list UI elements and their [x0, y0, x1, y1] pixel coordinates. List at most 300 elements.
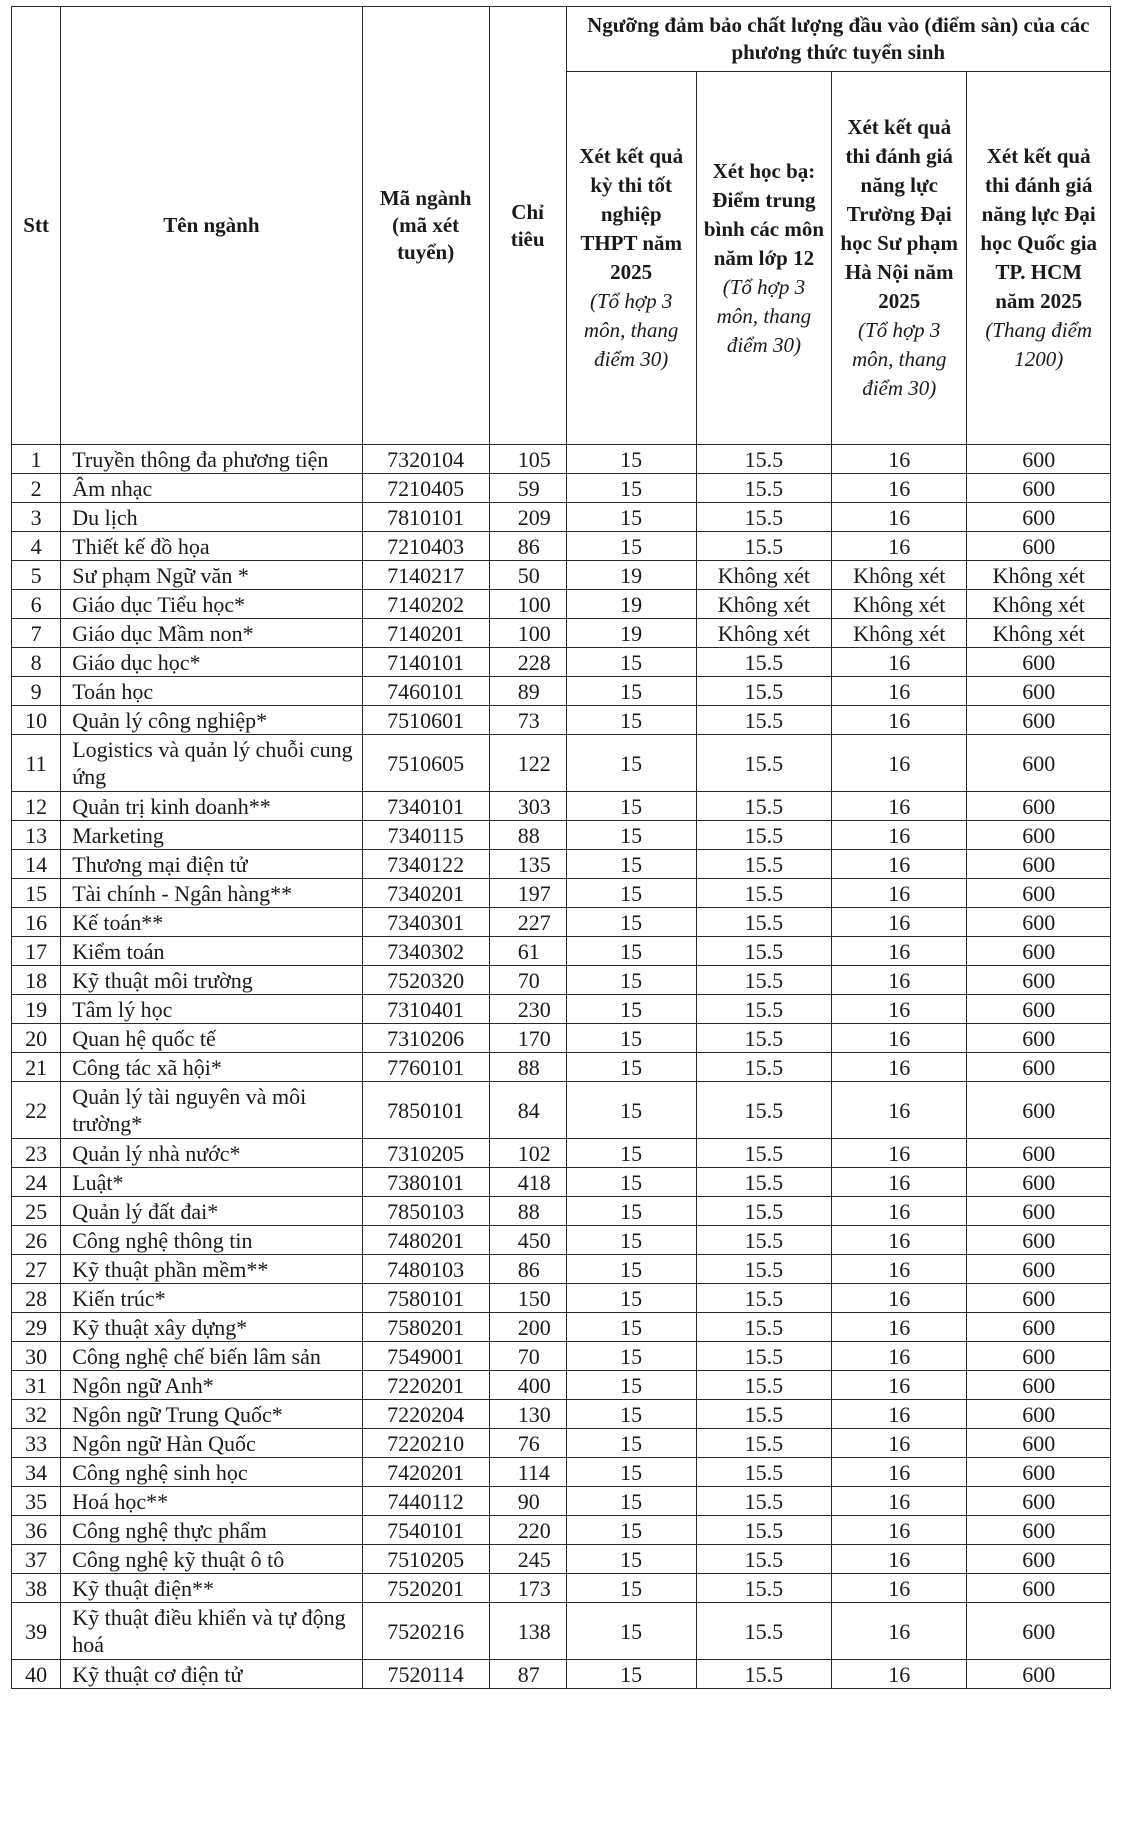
cell-vnuhcm-threshold: 600 [967, 532, 1111, 561]
cell-stt: 38 [12, 1574, 61, 1603]
cell-major-name: Truyền thông đa phương tiện [61, 445, 362, 474]
table-row [12, 561, 1111, 590]
cell-transcript-threshold: 15.5 [696, 966, 831, 995]
method-title: Xét học bạ: Điểm trung bình các môn năm lớp 12 [703, 158, 825, 270]
cell-thpt-threshold: 15 [566, 1082, 696, 1139]
cell-major-code: 7760101 [362, 1053, 489, 1082]
cell-vnuhcm-threshold: 600 [967, 1400, 1111, 1429]
cell-transcript-threshold: 15.5 [696, 1342, 831, 1371]
cell-transcript-threshold: Không xét [696, 619, 831, 648]
cell-stt: 28 [12, 1284, 61, 1313]
table-row [12, 1082, 1111, 1139]
cell-major-code: 7549001 [362, 1342, 489, 1371]
cell-major-code: 7340115 [362, 821, 489, 850]
cell-transcript-threshold: 15.5 [696, 1197, 831, 1226]
cell-quota: 303 [489, 792, 566, 821]
cell-major-code: 7510601 [362, 706, 489, 735]
cell-quota: 84 [489, 1082, 566, 1139]
cell-hnue-threshold: 16 [832, 937, 967, 966]
cell-hnue-threshold: Không xét [832, 590, 967, 619]
cell-hnue-threshold: 16 [832, 1371, 967, 1400]
cell-vnuhcm-threshold: 600 [967, 995, 1111, 1024]
cell-quota: 89 [489, 677, 566, 706]
cell-hnue-threshold: 16 [832, 677, 967, 706]
cell-major-code: 7140201 [362, 619, 489, 648]
cell-hnue-threshold: 16 [832, 474, 967, 503]
cell-major-name: Thương mại điện tử [61, 850, 362, 879]
table-row [12, 1487, 1111, 1516]
cell-major-code: 7440112 [362, 1487, 489, 1516]
cell-thpt-threshold: 15 [566, 474, 696, 503]
cell-major-name: Kiểm toán [61, 937, 362, 966]
cell-major-name: Quản lý đất đai* [61, 1197, 362, 1226]
cell-hnue-threshold: 16 [832, 1660, 967, 1689]
cell-transcript-threshold: 15.5 [696, 821, 831, 850]
cell-quota: 228 [489, 648, 566, 677]
cell-major-name: Kỹ thuật môi trường [61, 966, 362, 995]
cell-quota: 400 [489, 1371, 566, 1400]
cell-major-name: Công nghệ kỹ thuật ô tô [61, 1545, 362, 1574]
table-row [12, 995, 1111, 1024]
method-note: (Tổ hợp 3 môn, thang điểm 30) [716, 274, 812, 357]
admission-threshold-sheet [11, 6, 1111, 1689]
table-row [12, 1024, 1111, 1053]
table-row [12, 1371, 1111, 1400]
cell-stt: 29 [12, 1313, 61, 1342]
cell-vnuhcm-threshold: 600 [967, 503, 1111, 532]
cell-major-code: 7540101 [362, 1516, 489, 1545]
table-row [12, 1313, 1111, 1342]
cell-quota: 130 [489, 1400, 566, 1429]
cell-thpt-threshold: 15 [566, 966, 696, 995]
cell-hnue-threshold: 16 [832, 445, 967, 474]
cell-major-name: Kỹ thuật phần mềm** [61, 1255, 362, 1284]
cell-major-name: Âm nhạc [61, 474, 362, 503]
cell-major-name: Công nghệ thực phẩm [61, 1516, 362, 1545]
cell-stt: 39 [12, 1603, 61, 1660]
cell-major-code: 7520114 [362, 1660, 489, 1689]
cell-thpt-threshold: 15 [566, 1545, 696, 1574]
cell-stt: 13 [12, 821, 61, 850]
cell-quota: 59 [489, 474, 566, 503]
cell-major-name: Tâm lý học [61, 995, 362, 1024]
cell-stt: 12 [12, 792, 61, 821]
cell-quota: 50 [489, 561, 566, 590]
cell-vnuhcm-threshold: 600 [967, 937, 1111, 966]
cell-stt: 18 [12, 966, 61, 995]
cell-major-code: 7340201 [362, 879, 489, 908]
cell-vnuhcm-threshold: 600 [967, 445, 1111, 474]
cell-stt: 20 [12, 1024, 61, 1053]
cell-stt: 19 [12, 995, 61, 1024]
cell-vnuhcm-threshold: 600 [967, 1429, 1111, 1458]
cell-hnue-threshold: 16 [832, 1313, 967, 1342]
cell-quota: 90 [489, 1487, 566, 1516]
cell-thpt-threshold: 15 [566, 1255, 696, 1284]
cell-vnuhcm-threshold: 600 [967, 1168, 1111, 1197]
cell-hnue-threshold: 16 [832, 1342, 967, 1371]
cell-vnuhcm-threshold: 600 [967, 1545, 1111, 1574]
cell-stt: 36 [12, 1516, 61, 1545]
cell-major-code: 7480201 [362, 1226, 489, 1255]
cell-stt: 32 [12, 1400, 61, 1429]
cell-thpt-threshold: 15 [566, 879, 696, 908]
cell-vnuhcm-threshold: Không xét [967, 590, 1111, 619]
cell-transcript-threshold: 15.5 [696, 1024, 831, 1053]
table-body [12, 445, 1111, 1689]
cell-transcript-threshold: 15.5 [696, 908, 831, 937]
cell-vnuhcm-threshold: 600 [967, 1574, 1111, 1603]
method-note: (Tổ hợp 3 môn, thang điểm 30) [851, 318, 947, 400]
cell-vnuhcm-threshold: 600 [967, 1342, 1111, 1371]
cell-major-name: Quản lý tài nguyên và môi trường* [61, 1082, 362, 1139]
cell-thpt-threshold: 15 [566, 821, 696, 850]
cell-quota: 88 [489, 1197, 566, 1226]
cell-hnue-threshold: Không xét [832, 561, 967, 590]
cell-quota: 100 [489, 590, 566, 619]
cell-major-code: 7220204 [362, 1400, 489, 1429]
header-major-code: Mã ngành (mã xét tuyển) [362, 7, 489, 445]
cell-quota: 135 [489, 850, 566, 879]
cell-thpt-threshold: 15 [566, 1024, 696, 1053]
table-row [12, 648, 1111, 677]
cell-hnue-threshold: 16 [832, 1400, 967, 1429]
table-row [12, 445, 1111, 474]
cell-major-code: 7140101 [362, 648, 489, 677]
cell-major-code: 7310401 [362, 995, 489, 1024]
cell-major-name: Luật* [61, 1168, 362, 1197]
cell-vnuhcm-threshold: 600 [967, 677, 1111, 706]
cell-major-code: 7460101 [362, 677, 489, 706]
cell-major-code: 7340302 [362, 937, 489, 966]
cell-thpt-threshold: 15 [566, 1053, 696, 1082]
cell-transcript-threshold: 15.5 [696, 1313, 831, 1342]
table-row [12, 1574, 1111, 1603]
cell-major-code: 7340101 [362, 792, 489, 821]
cell-vnuhcm-threshold: 600 [967, 1313, 1111, 1342]
table-row [12, 1139, 1111, 1168]
method-title: Xét kết quả kỳ thi tốt nghiệp THPT năm 2025 [579, 144, 684, 284]
table-row [12, 937, 1111, 966]
cell-stt: 9 [12, 677, 61, 706]
cell-transcript-threshold: 15.5 [696, 1603, 831, 1660]
cell-thpt-threshold: 15 [566, 532, 696, 561]
cell-hnue-threshold: 16 [832, 995, 967, 1024]
cell-quota: 70 [489, 966, 566, 995]
cell-thpt-threshold: 15 [566, 735, 696, 792]
cell-transcript-threshold: 15.5 [696, 879, 831, 908]
cell-stt: 34 [12, 1458, 61, 1487]
table-row [12, 1255, 1111, 1284]
cell-stt: 27 [12, 1255, 61, 1284]
cell-stt: 24 [12, 1168, 61, 1197]
cell-stt: 37 [12, 1545, 61, 1574]
table-row [12, 619, 1111, 648]
table-row [12, 1400, 1111, 1429]
cell-thpt-threshold: 15 [566, 648, 696, 677]
cell-thpt-threshold: 15 [566, 1226, 696, 1255]
cell-thpt-threshold: 15 [566, 1371, 696, 1400]
cell-thpt-threshold: 15 [566, 1429, 696, 1458]
cell-major-name: Tài chính - Ngân hàng** [61, 879, 362, 908]
cell-hnue-threshold: 16 [832, 532, 967, 561]
table-row [12, 1226, 1111, 1255]
cell-vnuhcm-threshold: 600 [967, 1053, 1111, 1082]
cell-vnuhcm-threshold: 600 [967, 1197, 1111, 1226]
cell-transcript-threshold: 15.5 [696, 474, 831, 503]
cell-vnuhcm-threshold: 600 [967, 1226, 1111, 1255]
cell-major-code: 7580201 [362, 1313, 489, 1342]
cell-stt: 30 [12, 1342, 61, 1371]
cell-vnuhcm-threshold: 600 [967, 648, 1111, 677]
cell-major-name: Ngôn ngữ Anh* [61, 1371, 362, 1400]
header-method-transcript [696, 72, 831, 445]
cell-major-name: Marketing [61, 821, 362, 850]
cell-major-name: Quản lý công nghiệp* [61, 706, 362, 735]
cell-quota: 86 [489, 532, 566, 561]
method-title: Xét kết quả thi đánh giá năng lực Trường Đại học Sư phạm Hà Nội năm 2025 [840, 115, 959, 313]
table-row [12, 1545, 1111, 1574]
cell-stt: 23 [12, 1139, 61, 1168]
cell-thpt-threshold: 15 [566, 1516, 696, 1545]
cell-hnue-threshold: 16 [832, 1082, 967, 1139]
cell-thpt-threshold: 15 [566, 792, 696, 821]
cell-stt: 16 [12, 908, 61, 937]
cell-major-code: 7140217 [362, 561, 489, 590]
header-threshold-group: Ngưỡng đảm bảo chất lượng đầu vào (điểm sàn) của các phương thức tuyển sinh [566, 7, 1110, 72]
cell-quota: 230 [489, 995, 566, 1024]
table-row [12, 1660, 1111, 1689]
cell-hnue-threshold: 16 [832, 503, 967, 532]
cell-major-name: Du lịch [61, 503, 362, 532]
table-row [12, 879, 1111, 908]
table-row [12, 532, 1111, 561]
cell-transcript-threshold: 15.5 [696, 735, 831, 792]
cell-major-name: Kỹ thuật điều khiển và tự động hoá [61, 1603, 362, 1660]
cell-transcript-threshold: 15.5 [696, 532, 831, 561]
cell-hnue-threshold: 16 [832, 1516, 967, 1545]
cell-thpt-threshold: 15 [566, 908, 696, 937]
cell-quota: 220 [489, 1516, 566, 1545]
cell-quota: 200 [489, 1313, 566, 1342]
cell-hnue-threshold: 16 [832, 1574, 967, 1603]
cell-hnue-threshold: 16 [832, 1545, 967, 1574]
cell-vnuhcm-threshold: 600 [967, 1139, 1111, 1168]
cell-vnuhcm-threshold: 600 [967, 1487, 1111, 1516]
cell-transcript-threshold: 15.5 [696, 1226, 831, 1255]
cell-thpt-threshold: 15 [566, 1168, 696, 1197]
cell-transcript-threshold: 15.5 [696, 1516, 831, 1545]
method-title: Xét kết quả thi đánh giá năng lực Đại học Quốc gia TP. HCM năm 2025 [980, 144, 1098, 313]
cell-major-name: Quản lý nhà nước* [61, 1139, 362, 1168]
cell-stt: 22 [12, 1082, 61, 1139]
cell-transcript-threshold: 15.5 [696, 1168, 831, 1197]
table-row [12, 1516, 1111, 1545]
cell-transcript-threshold: 15.5 [696, 1400, 831, 1429]
table-row [12, 677, 1111, 706]
cell-vnuhcm-threshold: 600 [967, 1284, 1111, 1313]
cell-thpt-threshold: 15 [566, 1139, 696, 1168]
cell-stt: 26 [12, 1226, 61, 1255]
cell-thpt-threshold: 15 [566, 1487, 696, 1516]
cell-transcript-threshold: 15.5 [696, 995, 831, 1024]
cell-major-code: 7220201 [362, 1371, 489, 1400]
cell-major-code: 7340301 [362, 908, 489, 937]
cell-quota: 122 [489, 735, 566, 792]
cell-major-name: Hoá học** [61, 1487, 362, 1516]
table-row [12, 908, 1111, 937]
cell-hnue-threshold: 16 [832, 1284, 967, 1313]
cell-vnuhcm-threshold: 600 [967, 850, 1111, 879]
cell-major-name: Kế toán** [61, 908, 362, 937]
cell-major-name: Kiến trúc* [61, 1284, 362, 1313]
header-quota: Chỉ tiêu [489, 7, 566, 445]
cell-thpt-threshold: 15 [566, 706, 696, 735]
cell-hnue-threshold: 16 [832, 1197, 967, 1226]
cell-stt: 25 [12, 1197, 61, 1226]
cell-thpt-threshold: 15 [566, 1603, 696, 1660]
table-row [12, 1284, 1111, 1313]
cell-thpt-threshold: 15 [566, 1574, 696, 1603]
cell-transcript-threshold: 15.5 [696, 648, 831, 677]
cell-quota: 138 [489, 1603, 566, 1660]
cell-major-name: Giáo dục học* [61, 648, 362, 677]
cell-vnuhcm-threshold: 600 [967, 821, 1111, 850]
cell-major-code: 7520216 [362, 1603, 489, 1660]
table-row [12, 821, 1111, 850]
cell-transcript-threshold: 15.5 [696, 1458, 831, 1487]
table-row [12, 850, 1111, 879]
cell-thpt-threshold: 19 [566, 561, 696, 590]
cell-vnuhcm-threshold: 600 [967, 1255, 1111, 1284]
cell-stt: 1 [12, 445, 61, 474]
cell-thpt-threshold: 15 [566, 937, 696, 966]
cell-major-name: Thiết kế đồ họa [61, 532, 362, 561]
cell-major-code: 7380101 [362, 1168, 489, 1197]
cell-major-name: Kỹ thuật cơ điện tử [61, 1660, 362, 1689]
cell-transcript-threshold: 15.5 [696, 1371, 831, 1400]
cell-thpt-threshold: 15 [566, 995, 696, 1024]
cell-major-code: 7520320 [362, 966, 489, 995]
cell-major-code: 7320104 [362, 445, 489, 474]
cell-hnue-threshold: 16 [832, 850, 967, 879]
cell-vnuhcm-threshold: 600 [967, 1458, 1111, 1487]
cell-transcript-threshold: 15.5 [696, 1082, 831, 1139]
cell-transcript-threshold: 15.5 [696, 1487, 831, 1516]
table-row [12, 792, 1111, 821]
cell-transcript-threshold: 15.5 [696, 1545, 831, 1574]
cell-thpt-threshold: 15 [566, 850, 696, 879]
cell-vnuhcm-threshold: 600 [967, 1660, 1111, 1689]
cell-transcript-threshold: 15.5 [696, 1284, 831, 1313]
cell-major-name: Ngôn ngữ Hàn Quốc [61, 1429, 362, 1458]
cell-thpt-threshold: 15 [566, 1660, 696, 1689]
cell-major-code: 7420201 [362, 1458, 489, 1487]
cell-transcript-threshold: 15.5 [696, 1574, 831, 1603]
table-header [12, 7, 1111, 445]
cell-hnue-threshold: 16 [832, 1429, 967, 1458]
cell-hnue-threshold: 16 [832, 966, 967, 995]
cell-quota: 70 [489, 1342, 566, 1371]
cell-transcript-threshold: 15.5 [696, 677, 831, 706]
cell-vnuhcm-threshold: 600 [967, 1082, 1111, 1139]
header-method-hnue-assessment [832, 72, 967, 445]
cell-hnue-threshold: 16 [832, 1024, 967, 1053]
cell-stt: 17 [12, 937, 61, 966]
cell-major-name: Giáo dục Mầm non* [61, 619, 362, 648]
cell-vnuhcm-threshold: 600 [967, 879, 1111, 908]
cell-transcript-threshold: 15.5 [696, 706, 831, 735]
cell-hnue-threshold: 16 [832, 908, 967, 937]
cell-quota: 170 [489, 1024, 566, 1053]
cell-quota: 86 [489, 1255, 566, 1284]
table-row [12, 1168, 1111, 1197]
cell-major-code: 7140202 [362, 590, 489, 619]
admission-threshold-table [11, 6, 1111, 1689]
cell-vnuhcm-threshold: Không xét [967, 561, 1111, 590]
cell-thpt-threshold: 15 [566, 503, 696, 532]
cell-vnuhcm-threshold: Không xét [967, 619, 1111, 648]
method-note: (Tổ hợp 3 môn, thang điểm 30) [583, 289, 679, 371]
cell-quota: 105 [489, 445, 566, 474]
cell-vnuhcm-threshold: 600 [967, 1371, 1111, 1400]
cell-vnuhcm-threshold: 600 [967, 792, 1111, 821]
cell-transcript-threshold: Không xét [696, 590, 831, 619]
cell-vnuhcm-threshold: 600 [967, 966, 1111, 995]
cell-thpt-threshold: 15 [566, 1313, 696, 1342]
cell-hnue-threshold: 16 [832, 706, 967, 735]
cell-hnue-threshold: 16 [832, 1168, 967, 1197]
header-major-name: Tên ngành [61, 7, 362, 445]
cell-stt: 2 [12, 474, 61, 503]
cell-quota: 102 [489, 1139, 566, 1168]
cell-major-code: 7510205 [362, 1545, 489, 1574]
table-row [12, 1429, 1111, 1458]
table-row [12, 474, 1111, 503]
cell-quota: 100 [489, 619, 566, 648]
cell-stt: 31 [12, 1371, 61, 1400]
cell-major-name: Công nghệ chế biến lâm sản [61, 1342, 362, 1371]
cell-major-code: 7220210 [362, 1429, 489, 1458]
cell-stt: 3 [12, 503, 61, 532]
cell-major-code: 7480103 [362, 1255, 489, 1284]
cell-transcript-threshold: 15.5 [696, 1255, 831, 1284]
cell-transcript-threshold: 15.5 [696, 937, 831, 966]
cell-vnuhcm-threshold: 600 [967, 735, 1111, 792]
cell-major-code: 7340122 [362, 850, 489, 879]
cell-major-code: 7580101 [362, 1284, 489, 1313]
cell-stt: 21 [12, 1053, 61, 1082]
cell-hnue-threshold: 16 [832, 1603, 967, 1660]
header-stt: Stt [12, 7, 61, 445]
table-row [12, 1342, 1111, 1371]
cell-stt: 11 [12, 735, 61, 792]
cell-quota: 76 [489, 1429, 566, 1458]
cell-quota: 88 [489, 1053, 566, 1082]
cell-hnue-threshold: 16 [832, 821, 967, 850]
cell-hnue-threshold: 16 [832, 1139, 967, 1168]
cell-vnuhcm-threshold: 600 [967, 474, 1111, 503]
cell-vnuhcm-threshold: 600 [967, 706, 1111, 735]
cell-major-code: 7850101 [362, 1082, 489, 1139]
cell-quota: 87 [489, 1660, 566, 1689]
cell-vnuhcm-threshold: 600 [967, 1516, 1111, 1545]
cell-vnuhcm-threshold: 600 [967, 908, 1111, 937]
cell-vnuhcm-threshold: 600 [967, 1603, 1111, 1660]
cell-major-name: Kỹ thuật xây dựng* [61, 1313, 362, 1342]
cell-major-name: Giáo dục Tiểu học* [61, 590, 362, 619]
table-row [12, 1053, 1111, 1082]
